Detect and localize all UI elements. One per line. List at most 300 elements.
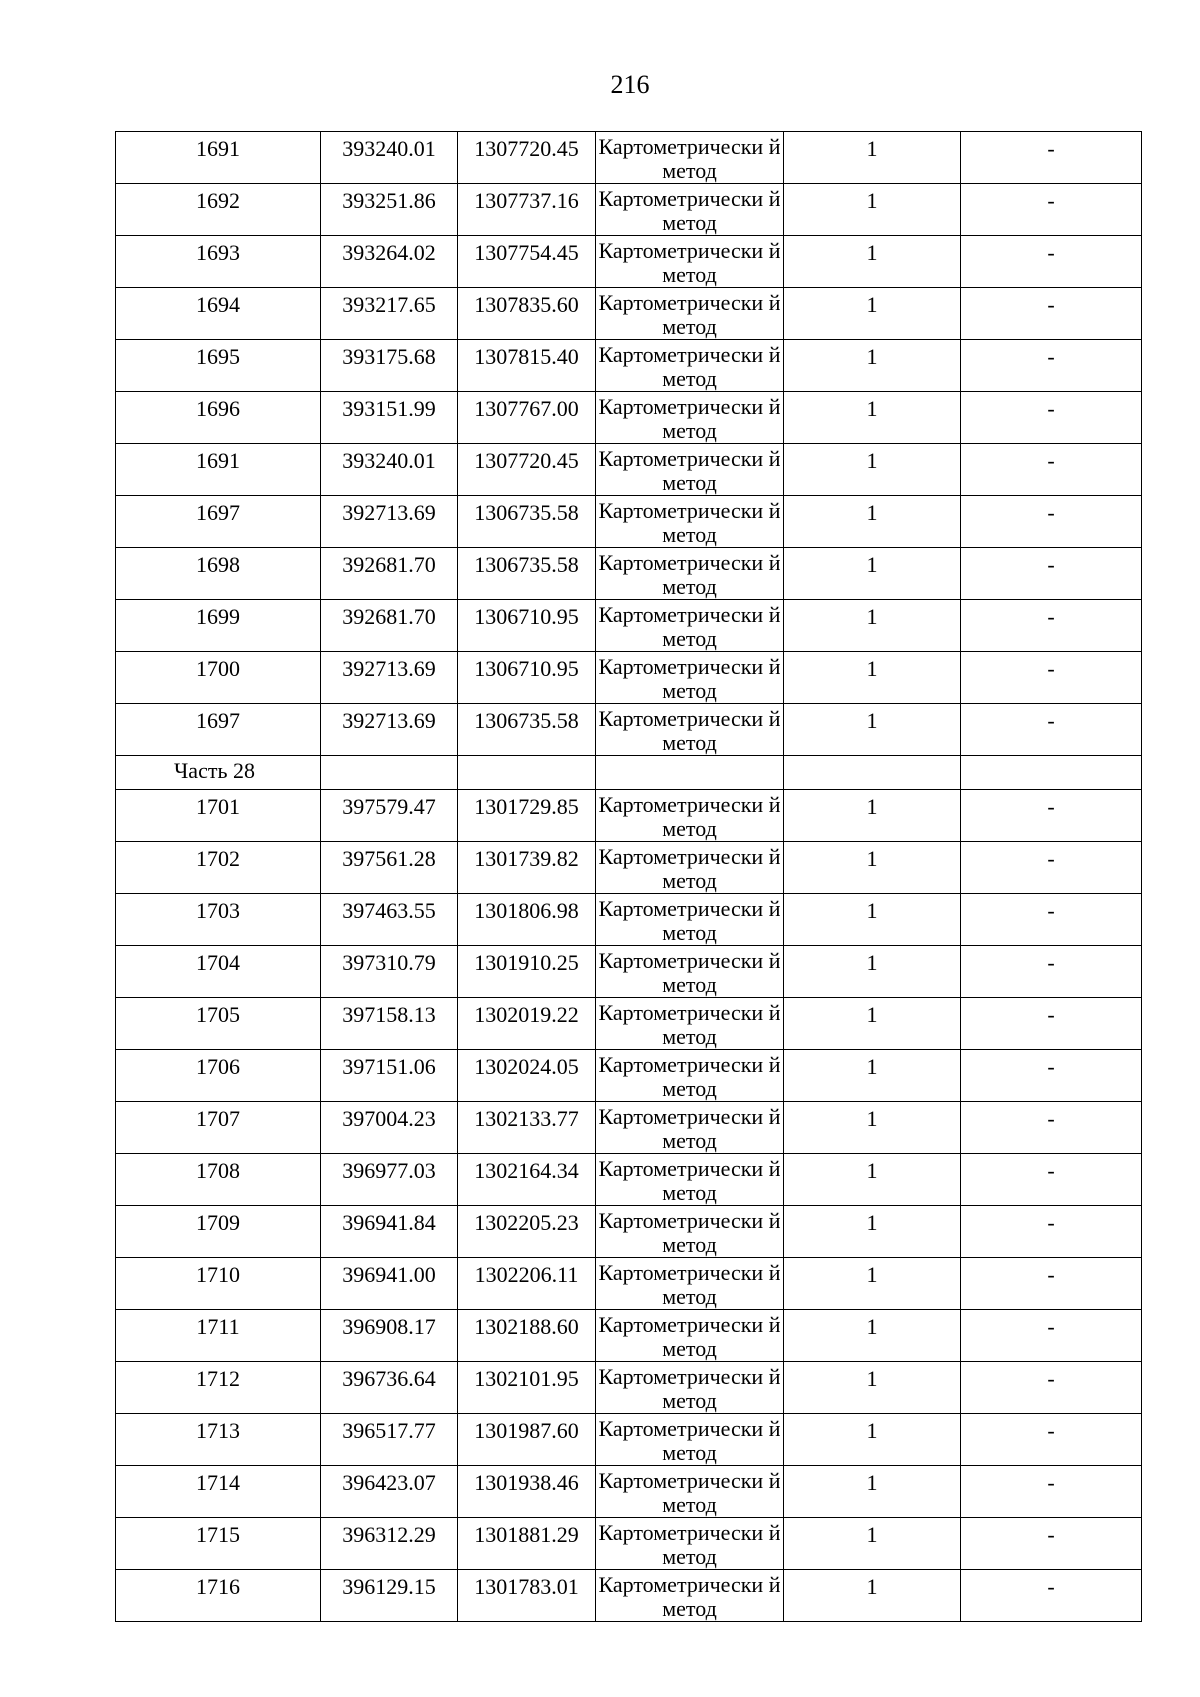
page-number: 216: [610, 70, 650, 99]
y-coordinate: 1307737.16: [474, 188, 579, 213]
x-coordinate: 396908.17: [342, 1314, 436, 1339]
accuracy-value: 1: [866, 950, 878, 975]
accuracy-value: 1: [866, 552, 878, 577]
accuracy-value: 1: [866, 846, 878, 871]
point-number-cell: [116, 1414, 321, 1466]
method-cell: [596, 704, 784, 756]
section-label: Часть 28: [174, 758, 255, 783]
x-coordinate: 397463.55: [342, 898, 436, 923]
point-number-cell: [116, 340, 321, 392]
y-coordinate-cell: [458, 1258, 596, 1310]
accuracy-value: 1: [866, 656, 878, 681]
method-cell: [596, 392, 784, 444]
note-cell: [961, 184, 1142, 236]
accuracy-cell: [784, 340, 961, 392]
accuracy-cell: [784, 184, 961, 236]
accuracy-cell: [784, 790, 961, 842]
y-coordinate: 1301910.25: [474, 950, 579, 975]
note-cell: [961, 1362, 1142, 1414]
accuracy-value: 1: [866, 1262, 878, 1287]
note-value: -: [1047, 1314, 1055, 1339]
y-coordinate-cell: [458, 392, 596, 444]
accuracy-cell: [784, 1258, 961, 1310]
point-number: 1697: [196, 500, 240, 525]
method-cell: [596, 998, 784, 1050]
point-number-cell: [116, 288, 321, 340]
point-number: 1705: [196, 1002, 240, 1027]
point-number-cell: [116, 1310, 321, 1362]
method-cell: [596, 1518, 784, 1570]
method-text: Картометрически й метод: [598, 1416, 781, 1465]
point-number-cell: [116, 946, 321, 998]
y-coordinate-cell: [458, 1310, 596, 1362]
y-coordinate: 1302024.05: [474, 1054, 579, 1079]
y-coordinate: 1302133.77: [474, 1106, 579, 1131]
note-value: -: [1047, 240, 1055, 265]
table-row: [116, 236, 1142, 288]
method-cell: [596, 496, 784, 548]
y-coordinate: 1307815.40: [474, 344, 579, 369]
method-text: Картометрически й метод: [598, 1364, 781, 1413]
method-text: Картометрически й метод: [598, 948, 781, 997]
note-value: -: [1047, 708, 1055, 733]
method-cell: [596, 288, 784, 340]
method-text: Картометрически й метод: [598, 602, 781, 651]
accuracy-cell: [784, 236, 961, 288]
note-cell: [961, 600, 1142, 652]
accuracy-value: 1: [866, 292, 878, 317]
x-coordinate-cell: [321, 704, 458, 756]
x-coordinate-cell: [321, 236, 458, 288]
accuracy-cell: [784, 1518, 961, 1570]
point-number-cell: [116, 1518, 321, 1570]
x-coordinate: 396941.00: [342, 1262, 436, 1287]
y-coordinate: 1307754.45: [474, 240, 579, 265]
table-row: [116, 392, 1142, 444]
y-coordinate-cell: [458, 1570, 596, 1622]
note-value: -: [1047, 1262, 1055, 1287]
method-text: Картометрически й метод: [598, 1520, 781, 1569]
method-cell: [596, 790, 784, 842]
x-coordinate-cell: [321, 1102, 458, 1154]
y-coordinate: 1307720.45: [474, 136, 579, 161]
point-number: 1697: [196, 708, 240, 733]
method-cell: [596, 1258, 784, 1310]
point-number-cell: [116, 1050, 321, 1102]
method-text: Картометрически й метод: [598, 446, 781, 495]
point-number-cell: [116, 600, 321, 652]
table-row: [116, 1414, 1142, 1466]
method-text: Картометрически й метод: [598, 1104, 781, 1153]
point-number-cell: [116, 998, 321, 1050]
note-value: -: [1047, 1522, 1055, 1547]
note-cell: [961, 1050, 1142, 1102]
table-row: [116, 340, 1142, 392]
method-cell: [596, 1310, 784, 1362]
x-coordinate: 396423.07: [342, 1470, 436, 1495]
note-value: -: [1047, 292, 1055, 317]
y-coordinate: 1302019.22: [474, 1002, 579, 1027]
x-coordinate: 393217.65: [342, 292, 436, 317]
method-text: Картометрически й метод: [598, 654, 781, 703]
x-coordinate-cell: [321, 600, 458, 652]
accuracy-cell: [784, 1362, 961, 1414]
coordinates-table: [115, 131, 1142, 1622]
table-row: [116, 1102, 1142, 1154]
method-text: Картометрически й метод: [598, 1052, 781, 1101]
y-coordinate-cell: [458, 600, 596, 652]
method-text: Картометрически й метод: [598, 394, 781, 443]
accuracy-value: 1: [866, 500, 878, 525]
accuracy-value: 1: [866, 188, 878, 213]
accuracy-value: 1: [866, 1158, 878, 1183]
point-number-cell: [116, 444, 321, 496]
x-coordinate-cell: [321, 1258, 458, 1310]
table-row: [116, 1258, 1142, 1310]
accuracy-value: 1: [866, 1314, 878, 1339]
note-value: -: [1047, 396, 1055, 421]
method-text: Картометрически й метод: [598, 342, 781, 391]
accuracy-cell: [784, 1050, 961, 1102]
method-text: Картометрически й метод: [598, 844, 781, 893]
method-cell: [596, 1466, 784, 1518]
method-text: Картометрически й метод: [598, 896, 781, 945]
accuracy-value: 1: [866, 1470, 878, 1495]
method-cell: [596, 1206, 784, 1258]
x-coordinate-cell: [321, 1518, 458, 1570]
x-coordinate-cell: [321, 946, 458, 998]
point-number: 1693: [196, 240, 240, 265]
accuracy-cell: [784, 704, 961, 756]
point-number-cell: [116, 1362, 321, 1414]
accuracy-value: 1: [866, 604, 878, 629]
note-cell: [961, 132, 1142, 184]
table-row: [116, 1518, 1142, 1570]
point-number: 1713: [196, 1418, 240, 1443]
note-value: -: [1047, 136, 1055, 161]
accuracy-value: 1: [866, 1522, 878, 1547]
note-cell: [961, 946, 1142, 998]
empty-cell: [961, 756, 1142, 790]
accuracy-value: 1: [866, 396, 878, 421]
y-coordinate: 1302101.95: [474, 1366, 579, 1391]
x-coordinate-cell: [321, 392, 458, 444]
section-label-cell: [116, 756, 321, 790]
accuracy-value: 1: [866, 1418, 878, 1443]
table-row: [116, 1310, 1142, 1362]
point-number-cell: [116, 1154, 321, 1206]
y-coordinate-cell: [458, 704, 596, 756]
y-coordinate: 1307767.00: [474, 396, 579, 421]
accuracy-cell: [784, 1570, 961, 1622]
note-cell: [961, 1258, 1142, 1310]
note-value: -: [1047, 1054, 1055, 1079]
y-coordinate-cell: [458, 1414, 596, 1466]
method-cell: [596, 1102, 784, 1154]
note-cell: [961, 340, 1142, 392]
point-number: 1711: [196, 1314, 240, 1339]
note-value: -: [1047, 1210, 1055, 1235]
note-cell: [961, 1102, 1142, 1154]
point-number-cell: [116, 1258, 321, 1310]
y-coordinate-cell: [458, 288, 596, 340]
accuracy-cell: [784, 392, 961, 444]
y-coordinate: 1306735.58: [474, 708, 579, 733]
point-number-cell: [116, 392, 321, 444]
x-coordinate: 396977.03: [342, 1158, 436, 1183]
y-coordinate: 1301783.01: [474, 1574, 579, 1599]
point-number: 1699: [196, 604, 240, 629]
y-coordinate: 1302206.11: [474, 1262, 579, 1287]
x-coordinate: 393175.68: [342, 344, 436, 369]
accuracy-cell: [784, 444, 961, 496]
note-value: -: [1047, 794, 1055, 819]
y-coordinate: 1306710.95: [474, 604, 579, 629]
method-text: Картометрически й метод: [598, 1000, 781, 1049]
y-coordinate: 1301739.82: [474, 846, 579, 871]
x-coordinate-cell: [321, 548, 458, 600]
method-text: Картометрически й метод: [598, 550, 781, 599]
method-cell: [596, 444, 784, 496]
table-row: [116, 1206, 1142, 1258]
empty-cell: [458, 756, 596, 790]
method-text: Картометрически й метод: [598, 498, 781, 547]
accuracy-value: 1: [866, 794, 878, 819]
empty-cell: [596, 756, 784, 790]
table-row: [116, 288, 1142, 340]
x-coordinate-cell: [321, 288, 458, 340]
x-coordinate: 392681.70: [342, 604, 436, 629]
table-row: [116, 704, 1142, 756]
accuracy-cell: [784, 1310, 961, 1362]
method-cell: [596, 548, 784, 600]
note-value: -: [1047, 1418, 1055, 1443]
y-coordinate: 1306710.95: [474, 656, 579, 681]
note-cell: [961, 444, 1142, 496]
point-number-cell: [116, 894, 321, 946]
y-coordinate: 1301729.85: [474, 794, 579, 819]
point-number: 1716: [196, 1574, 240, 1599]
y-coordinate: 1306735.58: [474, 552, 579, 577]
x-coordinate-cell: [321, 1206, 458, 1258]
note-cell: [961, 548, 1142, 600]
table-row: [116, 132, 1142, 184]
table-row: [116, 790, 1142, 842]
point-number-cell: [116, 1102, 321, 1154]
point-number: 1692: [196, 188, 240, 213]
accuracy-cell: [784, 288, 961, 340]
point-number-cell: [116, 132, 321, 184]
point-number: 1691: [196, 136, 240, 161]
note-cell: [961, 1154, 1142, 1206]
method-text: Картометрически й метод: [598, 1468, 781, 1517]
y-coordinate-cell: [458, 894, 596, 946]
x-coordinate-cell: [321, 1570, 458, 1622]
x-coordinate-cell: [321, 340, 458, 392]
note-cell: [961, 288, 1142, 340]
x-coordinate: 396312.29: [342, 1522, 436, 1547]
accuracy-cell: [784, 1206, 961, 1258]
point-number: 1703: [196, 898, 240, 923]
note-value: -: [1047, 950, 1055, 975]
note-value: -: [1047, 344, 1055, 369]
point-number-cell: [116, 236, 321, 288]
coordinates-table-body: [116, 132, 1142, 1622]
y-coordinate: 1302205.23: [474, 1210, 579, 1235]
method-text: Картометрически й метод: [598, 186, 781, 235]
point-number-cell: [116, 184, 321, 236]
x-coordinate-cell: [321, 444, 458, 496]
point-number-cell: [116, 1206, 321, 1258]
note-value: -: [1047, 898, 1055, 923]
note-cell: [961, 1570, 1142, 1622]
note-cell: [961, 496, 1142, 548]
table-row: [116, 1154, 1142, 1206]
note-value: -: [1047, 656, 1055, 681]
method-cell: [596, 1154, 784, 1206]
x-coordinate-cell: [321, 842, 458, 894]
point-number-cell: [116, 1466, 321, 1518]
method-cell: [596, 236, 784, 288]
accuracy-value: 1: [866, 136, 878, 161]
accuracy-cell: [784, 842, 961, 894]
note-cell: [961, 894, 1142, 946]
x-coordinate-cell: [321, 1154, 458, 1206]
table-row: [116, 1570, 1142, 1622]
table-row: [116, 842, 1142, 894]
x-coordinate: 396736.64: [342, 1366, 436, 1391]
accuracy-cell: [784, 652, 961, 704]
method-cell: [596, 132, 784, 184]
point-number: 1702: [196, 846, 240, 871]
table-row: [116, 1466, 1142, 1518]
x-coordinate: 396941.84: [342, 1210, 436, 1235]
accuracy-value: 1: [866, 1574, 878, 1599]
accuracy-cell: [784, 132, 961, 184]
point-number: 1701: [196, 794, 240, 819]
x-coordinate-cell: [321, 1414, 458, 1466]
point-number-cell: [116, 548, 321, 600]
y-coordinate-cell: [458, 946, 596, 998]
x-coordinate-cell: [321, 1050, 458, 1102]
x-coordinate: 397579.47: [342, 794, 436, 819]
table-row: [116, 1362, 1142, 1414]
x-coordinate: 392713.69: [342, 656, 436, 681]
method-cell: [596, 1050, 784, 1102]
y-coordinate: 1301806.98: [474, 898, 579, 923]
note-cell: [961, 652, 1142, 704]
method-text: Картометрически й метод: [598, 1156, 781, 1205]
point-number-cell: [116, 496, 321, 548]
point-number: 1707: [196, 1106, 240, 1131]
note-cell: [961, 842, 1142, 894]
method-cell: [596, 1570, 784, 1622]
note-value: -: [1047, 604, 1055, 629]
point-number: 1691: [196, 448, 240, 473]
table-row: [116, 998, 1142, 1050]
method-text: Картометрически й метод: [598, 792, 781, 841]
accuracy-cell: [784, 496, 961, 548]
x-coordinate-cell: [321, 998, 458, 1050]
x-coordinate: 397561.28: [342, 846, 436, 871]
y-coordinate-cell: [458, 1102, 596, 1154]
x-coordinate: 393240.01: [342, 136, 436, 161]
note-value: -: [1047, 1574, 1055, 1599]
x-coordinate: 396129.15: [342, 1574, 436, 1599]
note-cell: [961, 236, 1142, 288]
note-value: -: [1047, 1158, 1055, 1183]
accuracy-cell: [784, 600, 961, 652]
note-value: -: [1047, 1366, 1055, 1391]
table-row: [116, 946, 1142, 998]
x-coordinate-cell: [321, 790, 458, 842]
y-coordinate: 1301881.29: [474, 1522, 579, 1547]
x-coordinate: 393240.01: [342, 448, 436, 473]
accuracy-cell: [784, 1466, 961, 1518]
note-cell: [961, 1414, 1142, 1466]
table-row: [116, 1050, 1142, 1102]
note-cell: [961, 1206, 1142, 1258]
note-value: -: [1047, 1470, 1055, 1495]
y-coordinate-cell: [458, 496, 596, 548]
method-text: Картометрически й метод: [598, 290, 781, 339]
point-number: 1695: [196, 344, 240, 369]
x-coordinate: 393251.86: [342, 188, 436, 213]
x-coordinate-cell: [321, 1310, 458, 1362]
method-cell: [596, 946, 784, 998]
method-text: Картометрически й метод: [598, 1208, 781, 1257]
y-coordinate-cell: [458, 1466, 596, 1518]
point-number: 1704: [196, 950, 240, 975]
accuracy-cell: [784, 946, 961, 998]
y-coordinate-cell: [458, 842, 596, 894]
point-number: 1714: [196, 1470, 240, 1495]
point-number: 1710: [196, 1262, 240, 1287]
note-value: -: [1047, 500, 1055, 525]
method-text: Картометрически й метод: [598, 238, 781, 287]
note-value: -: [1047, 1106, 1055, 1131]
method-cell: [596, 894, 784, 946]
y-coordinate-cell: [458, 998, 596, 1050]
empty-cell: [784, 756, 961, 790]
point-number-cell: [116, 1570, 321, 1622]
x-coordinate: 393151.99: [342, 396, 436, 421]
x-coordinate: 392681.70: [342, 552, 436, 577]
point-number: 1708: [196, 1158, 240, 1183]
y-coordinate: 1301938.46: [474, 1470, 579, 1495]
table-row: [116, 184, 1142, 236]
x-coordinate: 397151.06: [342, 1054, 436, 1079]
y-coordinate-cell: [458, 790, 596, 842]
y-coordinate-cell: [458, 652, 596, 704]
y-coordinate-cell: [458, 1154, 596, 1206]
x-coordinate: 396517.77: [342, 1418, 436, 1443]
y-coordinate-cell: [458, 1206, 596, 1258]
note-cell: [961, 1518, 1142, 1570]
note-cell: [961, 1310, 1142, 1362]
x-coordinate-cell: [321, 496, 458, 548]
point-number: 1706: [196, 1054, 240, 1079]
note-value: -: [1047, 552, 1055, 577]
point-number: 1709: [196, 1210, 240, 1235]
point-number: 1712: [196, 1366, 240, 1391]
y-coordinate-cell: [458, 340, 596, 392]
x-coordinate-cell: [321, 132, 458, 184]
method-cell: [596, 1362, 784, 1414]
table-row: [116, 894, 1142, 946]
accuracy-cell: [784, 998, 961, 1050]
point-number: 1715: [196, 1522, 240, 1547]
